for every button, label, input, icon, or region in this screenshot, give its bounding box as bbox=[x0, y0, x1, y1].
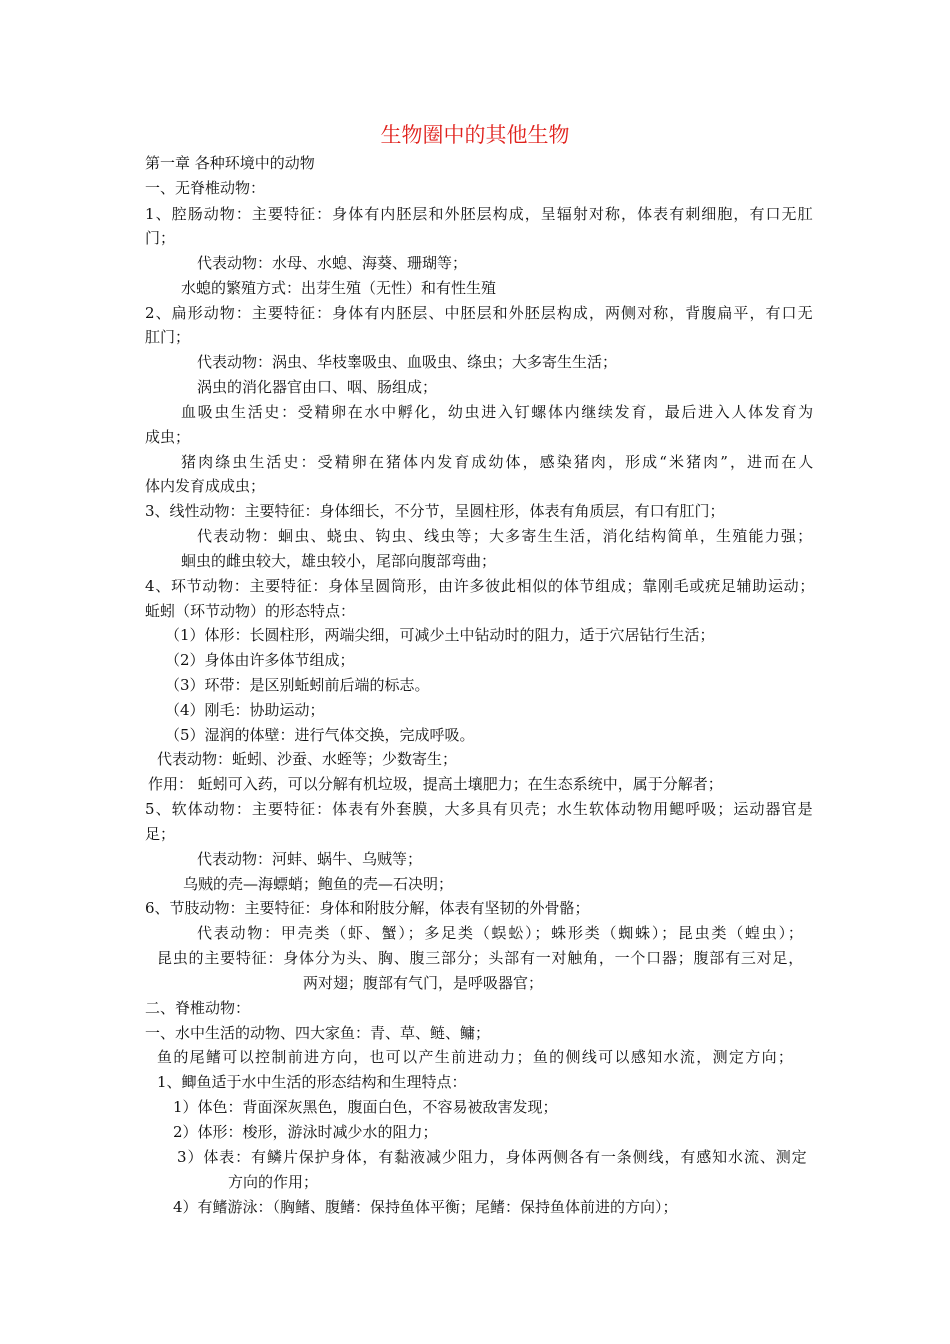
text-line: 作用： 蚯蚓可入药，可以分解有机垃圾，提高土壤肥力；在生态系统中，属于分解者； bbox=[148, 775, 723, 793]
text-line: （3）环带：是区别蚯蚓前后端的标志。 bbox=[165, 676, 430, 694]
text-line: 5、软体动物：主要特征：体表有外套膜，大多具有贝壳；水生软体动物用鳃呼吸；运动器官是 bbox=[145, 800, 814, 818]
text-line: （1）体形：长圆柱形，两端尖细，可减少土中钻动时的阻力，适于穴居钻行生活； bbox=[165, 626, 715, 644]
text-line: 血吸虫生活史：受精卵在水中孵化，幼虫进入钉螺体内继续发育，最后进入人体发育为 bbox=[181, 403, 815, 421]
text-line: 门； bbox=[145, 229, 176, 247]
text-line: 代表动物：蚯蚓、沙蚕、水蛭等；少数寄生； bbox=[157, 750, 458, 768]
text-line: 3、线性动物：主要特征：身体细长，不分节，呈圆柱形，体表有角质层，有口有肛门； bbox=[145, 502, 725, 520]
text-line: 蛔虫的雌虫较大，雄虫较小，尾部向腹部弯曲； bbox=[181, 552, 497, 570]
text-line: 代表动物：甲壳类（虾、蟹）；多足类（蜈蚣）；蛛形类（蜘蛛）；昆虫类（蝗虫）； bbox=[197, 924, 805, 942]
text-line: 一、无脊椎动物： bbox=[145, 179, 266, 197]
text-line: 体内发育成成虫； bbox=[145, 477, 266, 495]
text-line: 3）体表：有鳞片保护身体，有黏液减少阻力，身体两侧各有一条侧线，有感知水流、测定 bbox=[177, 1148, 808, 1166]
text-line: 第一章 各种环境中的动物 bbox=[145, 154, 315, 172]
text-line: 1）体色：背面深灰黑色，腹面白色，不容易被敌害发现； bbox=[173, 1098, 558, 1116]
page-title: 生物圈中的其他生物 bbox=[380, 123, 570, 147]
text-line: （2）身体由许多体节组成； bbox=[165, 651, 355, 669]
text-line: 肛门； bbox=[145, 328, 191, 346]
text-line: 昆虫的主要特征：身体分为头、胸、腹三部分；头部有一对触角，一个口器；腹部有三对足， bbox=[157, 949, 804, 967]
text-line: 代表动物：水母、水螅、海葵、珊瑚等； bbox=[197, 254, 468, 272]
text-line: 代表动物：涡虫、华枝睾吸虫、血吸虫、绦虫；大多寄生生活； bbox=[197, 353, 618, 371]
text-line: 涡虫的消化器官由口、咽、肠组成； bbox=[197, 378, 438, 396]
text-line: 乌贼的壳—海螵蛸；鲍鱼的壳—石决明； bbox=[183, 875, 454, 893]
text-line: 两对翅；腹部有气门，是呼吸器官； bbox=[303, 974, 544, 992]
text-line: 足； bbox=[145, 825, 176, 843]
text-line: 水螅的繁殖方式：出芽生殖（无性）和有性生殖 bbox=[181, 279, 497, 297]
text-line: 2）体形：梭形，游泳时减少水的阻力； bbox=[173, 1123, 438, 1141]
text-line: 猪肉绦虫生活史：受精卵在猪体内发育成幼体，感染猪肉，形成“米猪肉”，进而在人 bbox=[181, 453, 816, 471]
text-line: 4）有鳍游泳：（胸鳍、腹鳍：保持鱼体平衡；尾鳍：保持鱼体前进的方向）； bbox=[173, 1198, 678, 1216]
text-line: （4）刚毛：协助运动； bbox=[165, 701, 325, 719]
text-line: 成虫； bbox=[145, 428, 191, 446]
text-line: 一、水中生活的动物、四大家鱼：青、草、鲢、鳙； bbox=[145, 1024, 491, 1042]
text-line: 1、鲫鱼适于水中生活的形态结构和生理特点： bbox=[157, 1073, 467, 1091]
text-line: 2、扁形动物：主要特征：身体有内胚层、中胚层和外胚层构成，两侧对称，背腹扁平，有口无 bbox=[145, 304, 814, 322]
text-line: 方向的作用； bbox=[228, 1173, 319, 1191]
text-line: 蚯蚓（环节动物）的形态特点： bbox=[145, 602, 356, 620]
text-line: 二、脊椎动物： bbox=[145, 999, 251, 1017]
text-line: 代表动物：蛔虫、蛲虫、钩虫、线虫等；大多寄生生活，消化结构简单，生殖能力强； bbox=[197, 527, 814, 545]
text-line: 1、腔肠动物：主要特征：身体有内胚层和外胚层构成，呈辐射对称，体表有刺细胞，有口无肛 bbox=[145, 205, 814, 223]
text-line: （5）湿润的体壁：进行气体交换，完成呼吸。 bbox=[165, 726, 475, 744]
text-line: 代表动物：河蚌、蜗牛、乌贼等； bbox=[197, 850, 423, 868]
text-line: 鱼的尾鳍可以控制前进方向，也可以产生前进动力；鱼的侧线可以感知水流，测定方向； bbox=[157, 1048, 795, 1066]
text-line: 4、环节动物：主要特征：身体呈圆筒形，由许多彼此相似的体节组成；靠刚毛或疣足辅助运动； bbox=[145, 577, 816, 595]
text-line: 6、节肢动物：主要特征：身体和附肢分解，体表有坚韧的外骨骼； bbox=[145, 899, 590, 917]
